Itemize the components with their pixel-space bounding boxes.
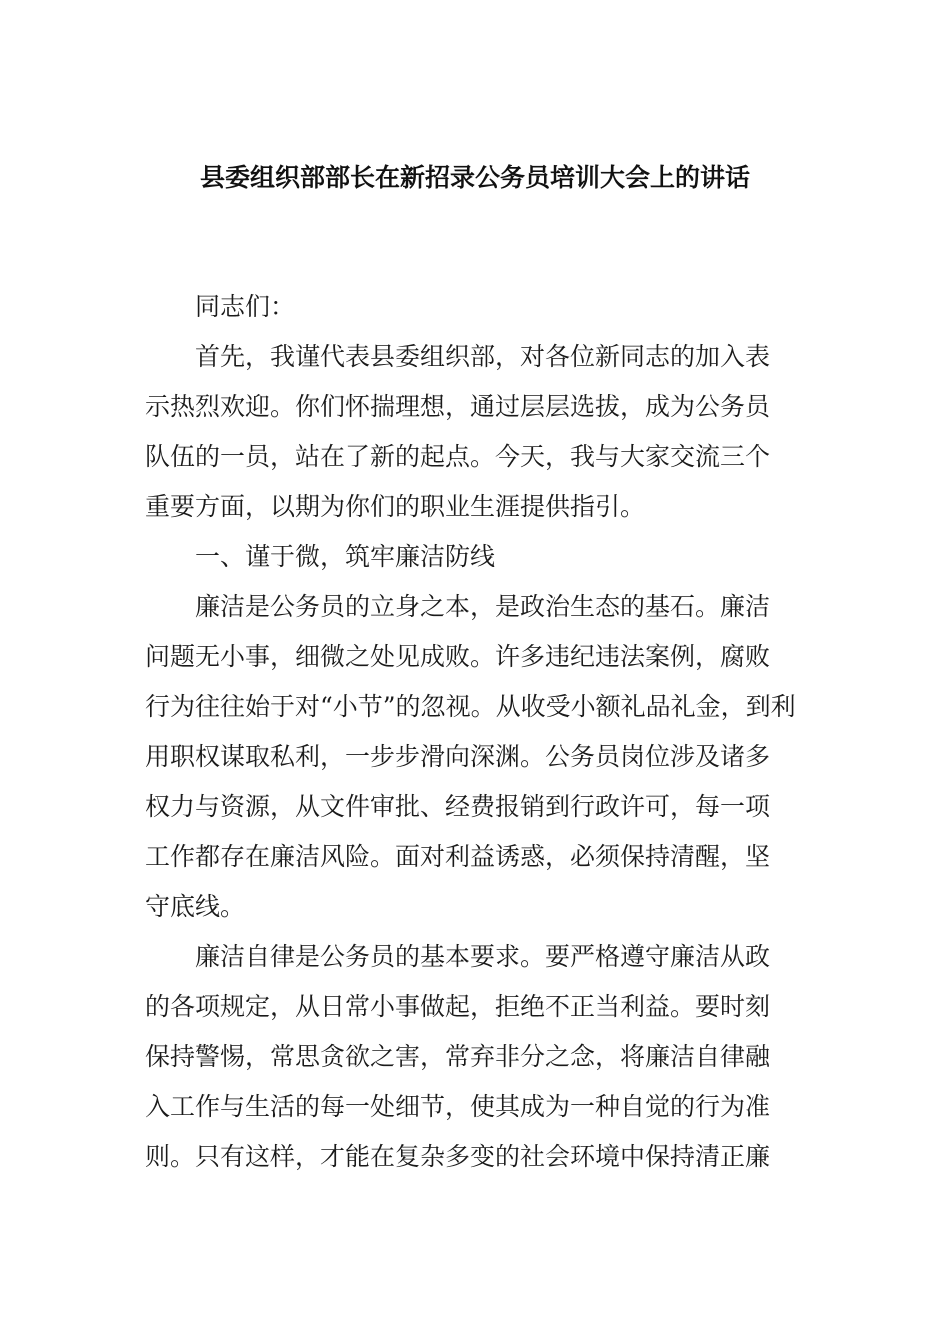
paragraph-line: 重要方面，以期为你们的职业生涯提供指引。 (145, 492, 646, 521)
paragraph-line: 廉洁自律是公务员的基本要求。要严格遵守廉洁从政 (195, 942, 771, 971)
paragraph-line: 权力与资源，从文件审批、经费报销到行政许可，每一项 (145, 792, 771, 821)
paragraph-line: 队伍的一员，站在了新的起点。今天，我与大家交流三个 (145, 442, 771, 471)
paragraph-line: 用职权谋取私利，一步步滑向深渊。公务员岗位涉及诸多 (145, 742, 771, 771)
paragraph-line: 工作都存在廉洁风险。面对利益诱惑，必须保持清醒，坚 (145, 842, 771, 871)
paragraph-line: 问题无小事，细微之处见成败。许多违纪违法案例，腐败 (145, 642, 771, 671)
greeting: 同志们： (195, 292, 296, 321)
paragraph-section1-b (145, 932, 807, 1182)
section-heading: 一、谨于微，筑牢廉洁防线 (195, 542, 496, 571)
paragraph-line: 的各项规定，从日常小事做起，拒绝不正当利益。要时刻 (145, 992, 771, 1021)
paragraph-line: 首先，我谨代表县委组织部，对各位新同志的加入表 (195, 342, 771, 371)
document-title: 县委组织部部长在新招录公务员培训大会上的讲话 (199, 163, 750, 192)
paragraph-section1-a (145, 582, 807, 932)
paragraph-intro (145, 332, 807, 532)
paragraph-line: 示热烈欢迎。你们怀揣理想，通过层层选拔，成为公务员 (145, 392, 771, 421)
paragraph-line: 行为往往始于对“小节”的忽视。从收受小额礼品礼金，到利 (145, 692, 796, 721)
paragraph-line: 守底线。 (145, 892, 246, 921)
paragraph-line: 入工作与生活的每一处细节，使其成为一种自觉的行为准 (145, 1092, 771, 1121)
paragraph-line: 廉洁是公务员的立身之本，是政治生态的基石。廉洁 (195, 592, 771, 621)
paragraph-line: 则。只有这样，才能在复杂多变的社会环境中保持清正廉 (145, 1142, 771, 1171)
document-body (145, 282, 807, 1182)
paragraph-line: 保持警惕，常思贪欲之害，常弃非分之念，将廉洁自律融 (145, 1042, 771, 1071)
